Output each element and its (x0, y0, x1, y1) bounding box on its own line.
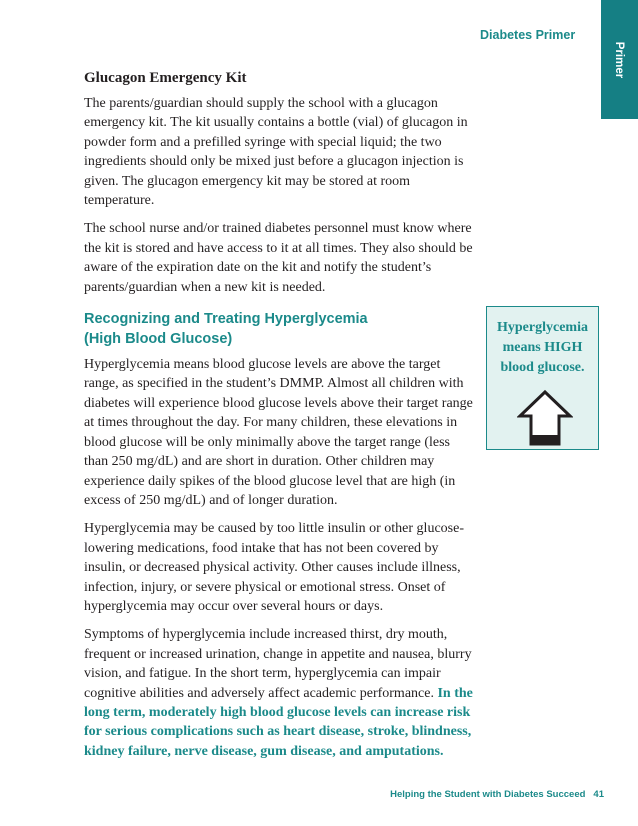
hyperglycemia-paragraph-2: Hyperglycemia may be caused by too little insulin or other glucose-lowering medications, food intake that has not been covered by insulin, or decreased physical activity. Other causes include illness, infection, injury, or severe physical or emotional stress. Onset of hyperglycemia may occur over several hours or days. (84, 521, 464, 614)
symptoms-text: Symptoms of hyperglycemia include increased thirst, dry mouth, frequent or increased urination, change in appetite and nausea, blurry vision, and fatigue. In the short term, hyperglycemia can impair cognitive abilities and adversely affect academic performance. (84, 627, 472, 701)
hyperglycemia-heading (84, 309, 474, 349)
page-number: 41 (593, 789, 604, 800)
callout-line-2: means HIGH (502, 340, 583, 355)
hyperglycemia-heading-line2: (High Blood Glucose) (84, 331, 233, 348)
callout-line-1: Hyperglycemia (497, 320, 588, 335)
kit-paragraph-2: The school nurse and/or trained diabetes personnel must know where the kit is stored and have access to it at all times. They also should be aware of the expiration date on the kit and notify the student’s parents/guardian when a new kit is needed. (84, 221, 473, 295)
hyperglycemia-paragraph-1: Hyperglycemia means blood glucose levels are above the target range, as specified in the student’s DMMP. Almost all children with diabetes will experience blood glucose levels above their target range at times throughout the day. For many children, these elevations in blood glucose will be only minimally above the target range (less than 250 mg/dL) and are short in duration. Other children may experience daily spikes of the blood glucose level that are high (in excess of 250 mg/dL) and of longer duration. (84, 357, 473, 508)
symptoms-paragraph (84, 625, 474, 761)
running-header-title: Diabetes Primer (480, 28, 576, 42)
hyperglycemia-heading-line1: Recognizing and Treating Hyperglycemia (84, 311, 368, 328)
kit-paragraph-1: The parents/guardian should supply the school with a glucagon emergency kit. The kit usually contains a bottle (vial) of glucagon in powder form and a prefilled syringe with special liquid; the two ingredients should only be mixed just before a glucagon injection is given. The glucagon emergency kit may be stored at room temperature. (84, 96, 468, 209)
complications-highlight: In the long term, moderately high blood glucose levels can increase risk for serious complications such as heart disease, stroke, blindness, kidney failure, nerve disease, gum disease, and amputations. (84, 685, 473, 759)
page-footer (384, 789, 604, 800)
callout-line-3: blood glucose. (500, 360, 585, 375)
glucagon-kit-heading: Glucagon Emergency Kit (84, 70, 247, 86)
main-content (84, 70, 474, 770)
section-side-tab (601, 0, 638, 119)
callout-text (487, 307, 598, 378)
up-arrow-icon (517, 389, 573, 447)
side-tab-label: Primer (613, 41, 626, 78)
footer-text: Helping the Student with Diabetes Succeed (390, 789, 586, 800)
hyperglycemia-callout-box (486, 306, 599, 450)
